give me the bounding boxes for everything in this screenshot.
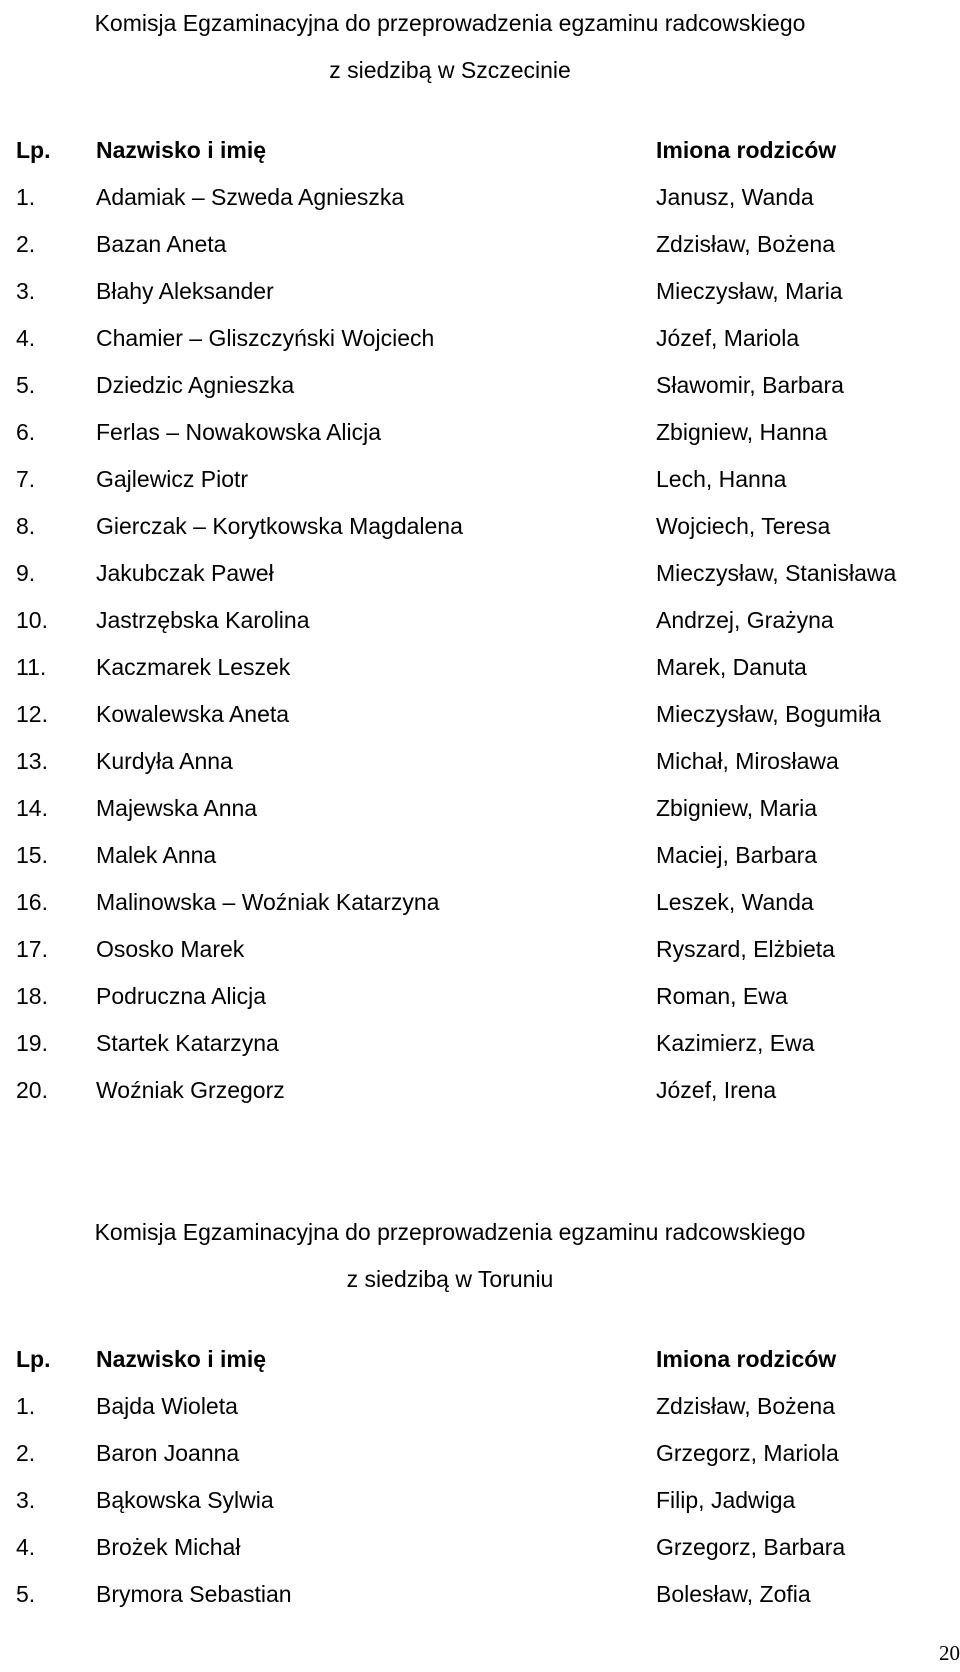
row-lp: 18. xyxy=(16,983,48,1009)
section-subtitle: z siedzibą w Szczecinie xyxy=(329,57,571,83)
row-name: Gierczak – Korytkowska Magdalena xyxy=(96,513,463,539)
row-parents: Marek, Danuta xyxy=(656,654,807,680)
header-parents: Imiona rodziców xyxy=(656,1346,837,1372)
table-row xyxy=(0,456,960,503)
row-lp: 5. xyxy=(16,1581,36,1607)
row-lp: 1. xyxy=(16,1393,36,1419)
table-row xyxy=(0,1477,960,1524)
row-parents: Sławomir, Barbara xyxy=(656,372,844,398)
row-lp: 5. xyxy=(16,372,36,398)
row-parents: Mieczysław, Bogumiła xyxy=(656,701,881,727)
row-name: Podruczna Alicja xyxy=(96,983,267,1009)
row-name: Jakubczak Paweł xyxy=(96,560,274,586)
row-lp: 4. xyxy=(16,1534,36,1560)
table-row xyxy=(0,1383,960,1430)
row-lp: 12. xyxy=(16,701,48,727)
row-lp: 17. xyxy=(16,936,48,962)
row-parents: Mieczysław, Maria xyxy=(656,278,843,304)
row-parents: Janusz, Wanda xyxy=(656,184,814,210)
row-lp: 15. xyxy=(16,842,48,868)
header-lp: Lp. xyxy=(16,137,51,163)
row-lp: 14. xyxy=(16,795,48,821)
row-parents: Zdzisław, Bożena xyxy=(656,1393,835,1419)
row-name: Kaczmarek Leszek xyxy=(96,654,291,680)
table-row xyxy=(0,1430,960,1477)
candidates-table xyxy=(0,127,960,1114)
row-name: Bąkowska Sylwia xyxy=(96,1487,274,1513)
row-lp: 19. xyxy=(16,1030,48,1056)
table-row xyxy=(0,644,960,691)
row-parents: Ryszard, Elżbieta xyxy=(656,936,835,962)
row-name: Brożek Michał xyxy=(96,1534,241,1560)
header-lp: Lp. xyxy=(16,1346,51,1372)
row-parents: Wojciech, Teresa xyxy=(656,513,831,539)
table-row xyxy=(0,315,960,362)
row-name: Malinowska – Woźniak Katarzyna xyxy=(96,889,440,915)
row-lp: 1. xyxy=(16,184,36,210)
row-parents: Grzegorz, Barbara xyxy=(656,1534,846,1560)
candidates-table xyxy=(0,1336,960,1618)
row-name: Baron Joanna xyxy=(96,1440,240,1466)
row-parents: Michał, Mirosława xyxy=(656,748,839,774)
table-row xyxy=(0,738,960,785)
table-row xyxy=(0,691,960,738)
row-name: Bazan Aneta xyxy=(96,231,227,257)
table-row xyxy=(0,1524,960,1571)
row-parents: Filip, Jadwiga xyxy=(656,1487,796,1513)
table-row xyxy=(0,550,960,597)
row-name: Kowalewska Aneta xyxy=(96,701,290,727)
row-parents: Maciej, Barbara xyxy=(656,842,818,868)
row-lp: 13. xyxy=(16,748,48,774)
table-row xyxy=(0,1571,960,1618)
section-title: Komisja Egzaminacyjna do przeprowadzenia egzaminu radcowskiego xyxy=(94,10,806,36)
row-parents: Zbigniew, Hanna xyxy=(656,419,828,445)
row-lp: 6. xyxy=(16,419,36,445)
row-parents: Bolesław, Zofia xyxy=(656,1581,811,1607)
row-lp: 11. xyxy=(16,654,47,680)
row-name: Dziedzic Agnieszka xyxy=(96,372,295,398)
row-name: Majewska Anna xyxy=(96,795,258,821)
section-subtitle: z siedzibą w Toruniu xyxy=(346,1266,554,1292)
row-parents: Andrzej, Grażyna xyxy=(656,607,834,633)
row-lp: 8. xyxy=(16,513,36,539)
table-row xyxy=(0,785,960,832)
header-parents: Imiona rodziców xyxy=(656,137,837,163)
table-row xyxy=(0,832,960,879)
row-lp: 4. xyxy=(16,325,36,351)
header-name: Nazwisko i imię xyxy=(96,1346,267,1372)
row-name: Gajlewicz Piotr xyxy=(96,466,249,492)
table-row xyxy=(0,268,960,315)
row-parents: Mieczysław, Stanisława xyxy=(656,560,897,586)
table-header-row xyxy=(0,127,960,174)
row-lp: 2. xyxy=(16,231,36,257)
row-lp: 16. xyxy=(16,889,48,915)
row-name: Jastrzębska Karolina xyxy=(96,607,310,633)
table-row xyxy=(0,1020,960,1067)
row-name: Chamier – Gliszczyński Wojciech xyxy=(96,325,435,351)
row-parents: Zdzisław, Bożena xyxy=(656,231,835,257)
table-header-row xyxy=(0,1336,960,1383)
row-parents: Kazimierz, Ewa xyxy=(656,1030,815,1056)
table-row xyxy=(0,362,960,409)
row-lp: 2. xyxy=(16,1440,36,1466)
table-row xyxy=(0,503,960,550)
table-row xyxy=(0,973,960,1020)
row-name: Malek Anna xyxy=(96,842,217,868)
row-parents: Lech, Hanna xyxy=(656,466,787,492)
row-name: Ososko Marek xyxy=(96,936,245,962)
row-name: Adamiak – Szweda Agnieszka xyxy=(96,184,405,210)
row-lp: 3. xyxy=(16,278,36,304)
header-name: Nazwisko i imię xyxy=(96,137,267,163)
row-parents: Józef, Irena xyxy=(656,1077,777,1103)
row-name: Startek Katarzyna xyxy=(96,1030,279,1056)
page-number: 20 xyxy=(939,1641,960,1665)
row-lp: 7. xyxy=(16,466,36,492)
row-lp: 20. xyxy=(16,1077,48,1103)
row-name: Bajda Wioleta xyxy=(96,1393,238,1419)
row-lp: 10. xyxy=(16,607,48,633)
row-name: Kurdyła Anna xyxy=(96,748,233,774)
row-lp: 9. xyxy=(16,560,36,586)
row-parents: Józef, Mariola xyxy=(656,325,800,351)
row-parents: Grzegorz, Mariola xyxy=(656,1440,839,1466)
row-lp: 3. xyxy=(16,1487,36,1513)
row-name: Brymora Sebastian xyxy=(96,1581,292,1607)
table-row xyxy=(0,597,960,644)
section-title: Komisja Egzaminacyjna do przeprowadzenia egzaminu radcowskiego xyxy=(94,1219,806,1245)
row-name: Woźniak Grzegorz xyxy=(96,1077,285,1103)
row-name: Ferlas – Nowakowska Alicja xyxy=(96,419,382,445)
row-parents: Leszek, Wanda xyxy=(656,889,814,915)
table-row xyxy=(0,409,960,456)
table-row xyxy=(0,174,960,221)
table-row xyxy=(0,1067,960,1114)
table-row xyxy=(0,221,960,268)
table-row xyxy=(0,879,960,926)
row-parents: Zbigniew, Maria xyxy=(656,795,818,821)
commission-section-torun xyxy=(0,1209,900,1618)
row-name: Błahy Aleksander xyxy=(96,278,274,304)
table-row xyxy=(0,926,960,973)
row-parents: Roman, Ewa xyxy=(656,983,788,1009)
